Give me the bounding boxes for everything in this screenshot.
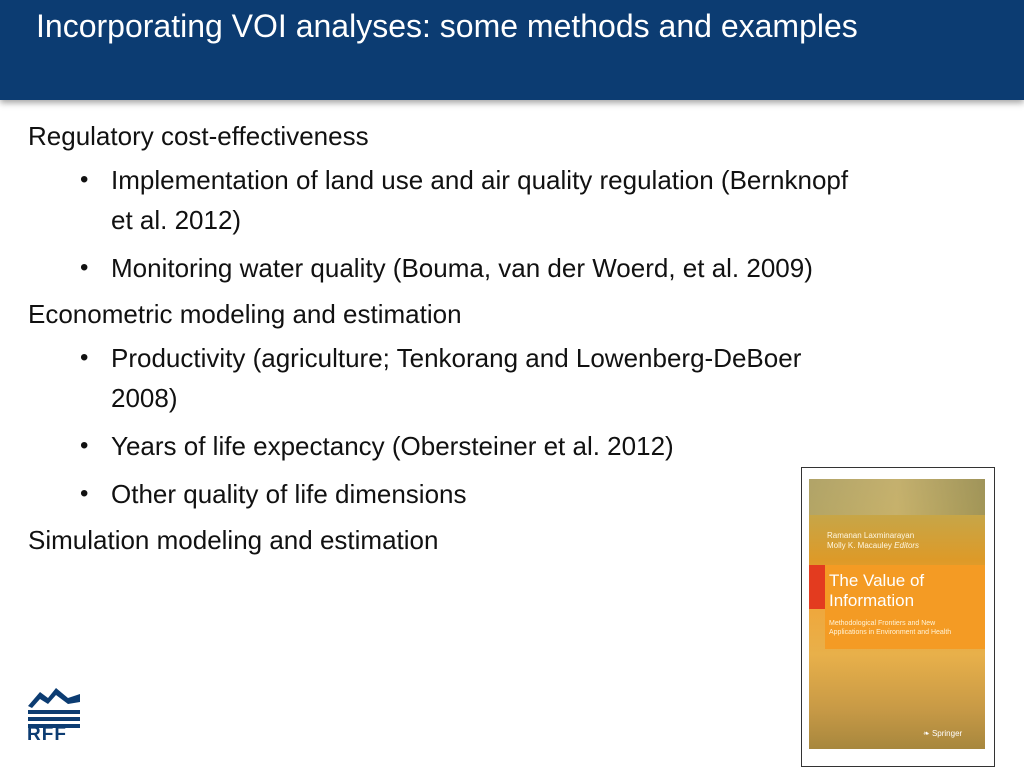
- section-heading: Simulation modeling and estimation: [28, 525, 439, 555]
- bullet-text: Other quality of life dimensions: [111, 479, 467, 509]
- title-bar: [0, 0, 1024, 100]
- book-title: The Value of Information: [829, 571, 925, 610]
- bullet-item: [28, 160, 851, 240]
- bullet-icon: •: [80, 254, 89, 281]
- editor-name: Molly K. Macauley Editors: [827, 541, 920, 550]
- bullet-icon: •: [80, 166, 89, 193]
- bullet-text: Monitoring water quality (Bouma, van der Woerd, et al. 2009): [111, 253, 813, 283]
- bullet-item: [28, 248, 851, 288]
- publisher-label: ❧ Springer: [923, 729, 963, 738]
- book-subtitle: Methodological Frontiers and New Applications in Environment and Health: [829, 620, 952, 636]
- section-heading: Regulatory cost-effectiveness: [28, 121, 369, 151]
- bullet-item: [28, 426, 851, 466]
- bullet-item: [28, 474, 851, 514]
- bullet-text: Productivity (agriculture; Tenkorang and Lowenberg-DeBoer 2008): [111, 343, 802, 413]
- editor-name: Ramanan Laxminarayan: [827, 531, 915, 540]
- book-cover-image: [801, 467, 995, 767]
- cover-stripe: [809, 479, 985, 515]
- cover-red-bar: [809, 565, 825, 609]
- slide-body: [28, 118, 928, 564]
- book-cover: [809, 479, 985, 749]
- bullet-icon: •: [80, 344, 89, 371]
- bullet-text: Years of life expectancy (Obersteiner et al. 2012): [111, 431, 674, 461]
- bullet-icon: •: [80, 432, 89, 459]
- bullet-text: Implementation of land use and air quality regulation (Bernknopf et al. 2012): [111, 165, 849, 235]
- book-editors: [827, 531, 919, 551]
- rff-logo-text: RFF: [27, 724, 67, 745]
- section-heading: Econometric modeling and estimation: [28, 299, 462, 329]
- bullet-icon: •: [80, 480, 89, 507]
- bullet-item: [28, 338, 851, 418]
- slide-title: Incorporating VOI analyses: some methods and examples: [36, 8, 858, 44]
